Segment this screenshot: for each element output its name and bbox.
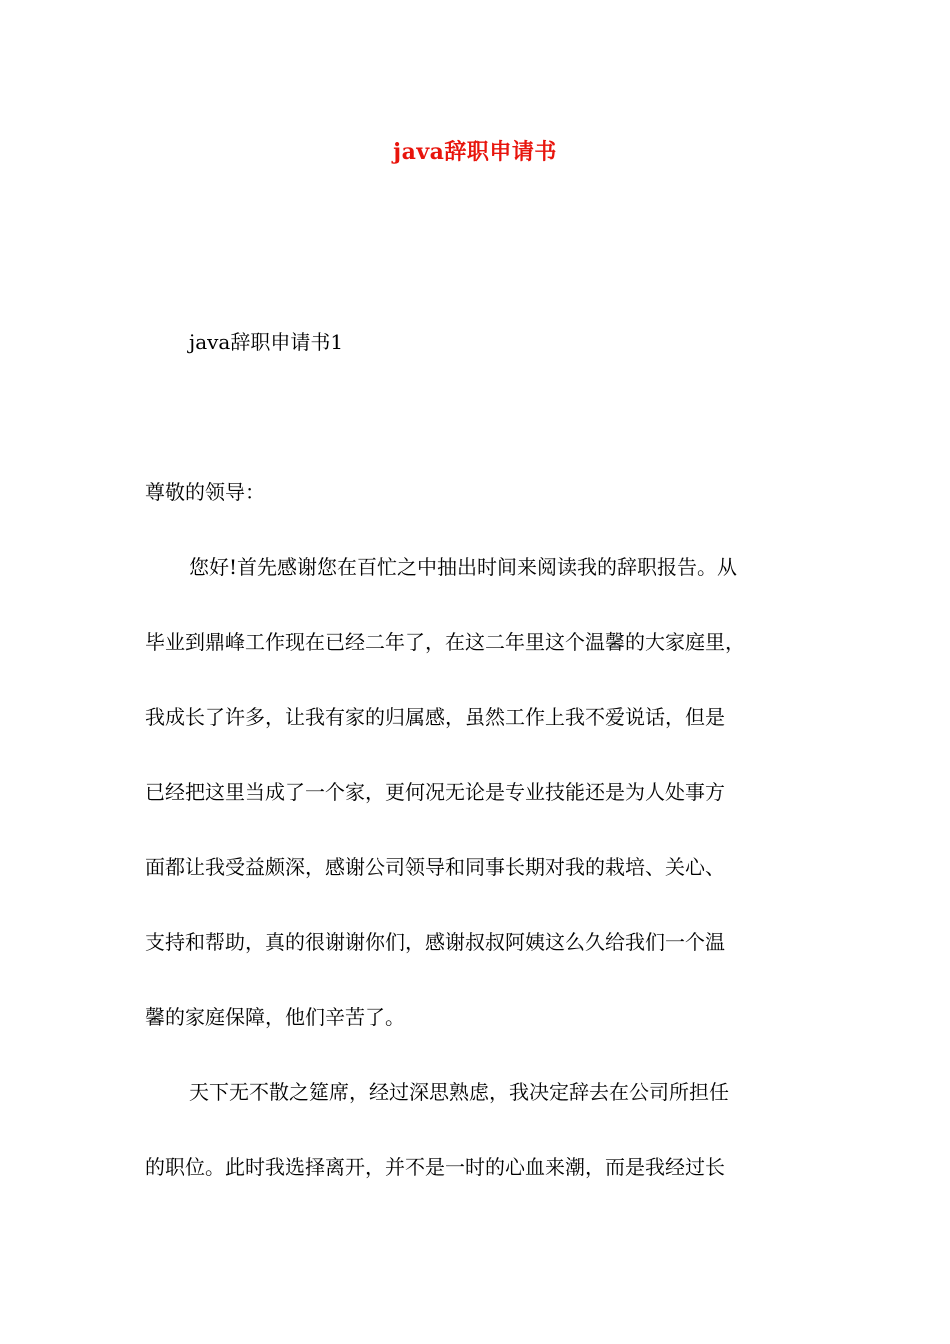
salutation: 尊敬的领导： bbox=[145, 480, 265, 504]
paragraph-line: 面都让我受益颇深，感谢公司领导和同事长期对我的栽培、关心、 bbox=[145, 855, 725, 879]
paragraph-line: 已经把这里当成了一个家，更何况无论是专业技能还是为人处事方 bbox=[145, 780, 725, 804]
paragraph-line: 毕业到鼎峰工作现在已经二年了，在这二年里这个温馨的大家庭里， bbox=[145, 630, 745, 654]
paragraph-line: 馨的家庭保障，他们辛苦了。 bbox=[145, 1005, 405, 1029]
paragraph-line: 我成长了许多，让我有家的归属感，虽然工作上我不爱说话，但是 bbox=[145, 705, 725, 729]
document-title: java辞职申请书 bbox=[393, 139, 557, 165]
paragraph-line: 您好!首先感谢您在百忙之中抽出时间来阅读我的辞职报告。从 bbox=[189, 555, 738, 579]
section-heading: java辞职申请书1 bbox=[189, 330, 344, 354]
paragraph-line: 的职位。此时我选择离开，并不是一时的心血来潮，而是我经过长 bbox=[145, 1155, 725, 1179]
paragraph-line: 支持和帮助，真的很谢谢你们，感谢叔叔阿姨这么久给我们一个温 bbox=[145, 930, 725, 954]
paragraph-line: 天下无不散之筵席，经过深思熟虑，我决定辞去在公司所担任 bbox=[189, 1080, 729, 1104]
